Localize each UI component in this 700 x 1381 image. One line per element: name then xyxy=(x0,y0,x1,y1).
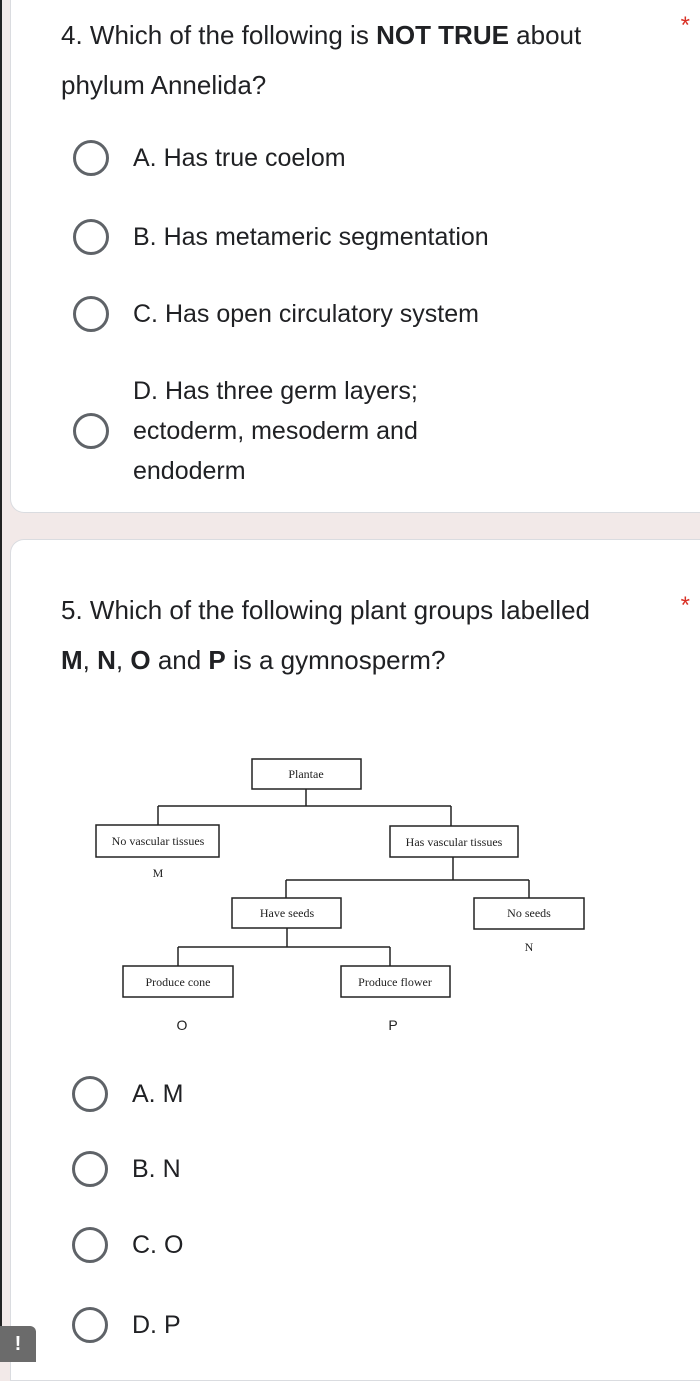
label-o: O xyxy=(176,1017,188,1033)
option-label: D. Has three germ layers; ectoderm, mesoderm and endoderm xyxy=(133,377,418,485)
option-label: C. O xyxy=(132,1231,184,1259)
node-have-seeds: Have seeds xyxy=(259,906,315,920)
node-produce-flower: Produce flower xyxy=(358,975,432,989)
option-label: B. N xyxy=(132,1155,181,1183)
required-asterisk: * xyxy=(680,12,690,39)
node-no-seeds: No seeds xyxy=(507,906,551,920)
option-a[interactable] xyxy=(72,1074,183,1114)
radio-icon[interactable] xyxy=(72,1151,108,1187)
option-label: A. M xyxy=(132,1080,184,1108)
label-p: P xyxy=(388,1017,398,1033)
label-m: M xyxy=(152,866,164,880)
alert-icon[interactable]: ! xyxy=(0,1326,36,1362)
option-label: C. Has open circulatory system xyxy=(133,300,479,328)
required-asterisk: * xyxy=(680,592,690,619)
node-produce-cone: Produce cone xyxy=(145,975,211,989)
radio-icon[interactable] xyxy=(72,1307,108,1343)
option-label: D. P xyxy=(132,1311,181,1339)
option-label: B. Has metameric segmentation xyxy=(133,223,489,251)
option-label: A. Has true coelom xyxy=(133,144,346,172)
option-d[interactable] xyxy=(72,1305,181,1345)
radio-icon[interactable] xyxy=(72,1076,108,1112)
option-c[interactable] xyxy=(72,1225,183,1265)
question-title: 5. Which of the following plant groups labelled M, N, O and P is a gymnosperm? xyxy=(61,595,591,675)
node-plantae: Plantae xyxy=(288,767,324,781)
label-n: N xyxy=(524,940,534,954)
option-b[interactable] xyxy=(72,1149,181,1189)
node-no-vascular: No vascular tissues xyxy=(111,834,205,848)
node-has-vascular: Has vascular tissues xyxy=(405,835,503,849)
question-title: 4. Which of the following is NOT TRUE about phylum Annelida? xyxy=(61,20,582,100)
radio-icon[interactable] xyxy=(72,1227,108,1263)
